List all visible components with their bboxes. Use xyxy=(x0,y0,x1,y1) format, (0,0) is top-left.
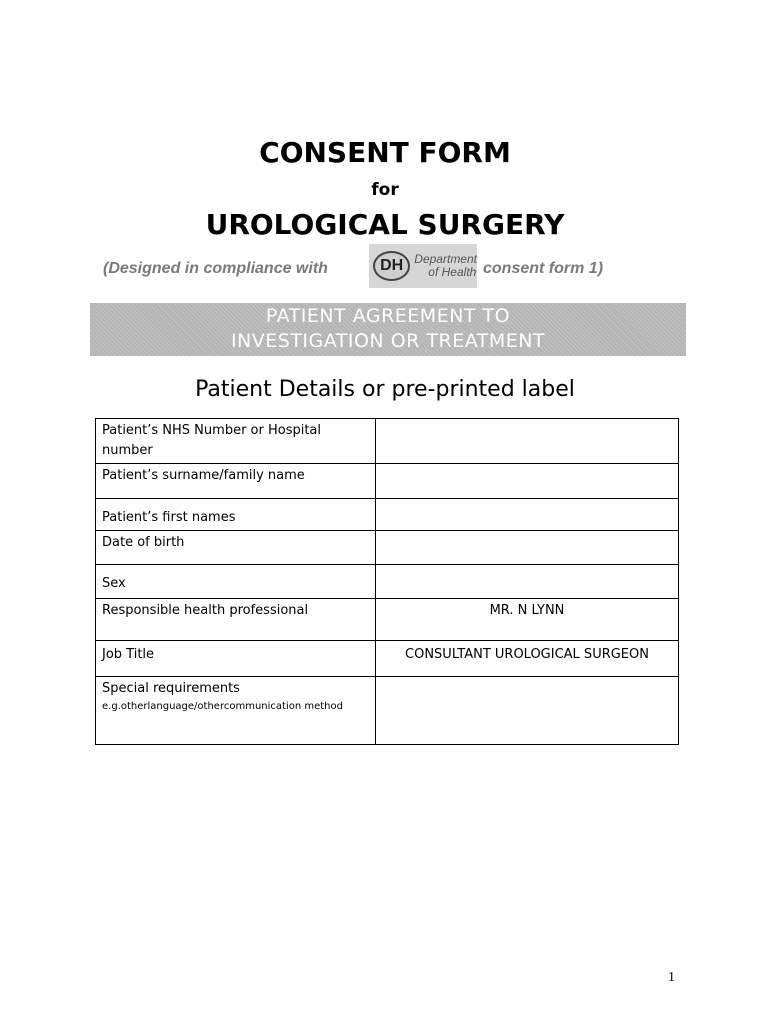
table-row xyxy=(96,565,679,599)
table-row xyxy=(96,419,679,464)
sex-field[interactable] xyxy=(376,565,679,599)
form-subtitle: UROLOGICAL SURGERY xyxy=(205,208,565,241)
table-row xyxy=(96,531,679,565)
dh-logo-line1: Department xyxy=(414,252,477,266)
dh-logo-initials: DH xyxy=(373,251,410,281)
job-title-field[interactable]: CONSULTANT UROLOGICAL SURGEON xyxy=(376,641,679,677)
compliance-prefix: (Designed in compliance with xyxy=(103,260,328,277)
table-row xyxy=(96,499,679,531)
row-label: Date of birth xyxy=(96,531,376,565)
table-row xyxy=(96,599,679,641)
form-title: CONSENT FORM xyxy=(259,136,511,169)
row-label: Patient’s NHS Number or Hospital number xyxy=(96,419,376,464)
date-of-birth-field[interactable] xyxy=(376,531,679,565)
form-title-for: for xyxy=(371,180,399,200)
dh-logo-line2: of Health xyxy=(428,265,477,279)
surname-field[interactable] xyxy=(376,464,679,499)
table-row xyxy=(96,641,679,677)
table-row xyxy=(96,677,679,745)
compliance-suffix: consent form 1) xyxy=(483,260,604,277)
row-label: Responsible health professional xyxy=(96,599,376,641)
first-names-field[interactable] xyxy=(376,499,679,531)
row-label: Job Title xyxy=(96,641,376,677)
patient-details-heading: Patient Details or pre-printed label xyxy=(195,377,575,402)
patient-agreement-banner xyxy=(90,303,686,356)
patient-details-table xyxy=(95,418,679,745)
table-row xyxy=(96,464,679,499)
nhs-number-field[interactable] xyxy=(376,419,679,464)
row-label: Patient’s surname/family name xyxy=(96,464,376,499)
special-requirements-label-cell xyxy=(96,677,376,745)
dh-logo-text xyxy=(414,253,477,279)
row-label: Special requirements xyxy=(102,681,240,696)
department-of-health-logo xyxy=(369,244,477,288)
banner-line-2: INVESTIGATION OR TREATMENT xyxy=(230,330,546,352)
compliance-note xyxy=(103,252,633,288)
banner-line-1: PATIENT AGREEMENT TO xyxy=(265,305,511,327)
row-label: Sex xyxy=(96,565,376,599)
special-requirements-note: e.g.otherlanguage/othercommunication method xyxy=(102,701,343,712)
row-label: Patient’s first names xyxy=(96,499,376,531)
page-number: 1 xyxy=(668,970,675,985)
responsible-professional-field[interactable]: MR. N LYNN xyxy=(376,599,679,641)
special-requirements-field[interactable] xyxy=(376,677,679,745)
